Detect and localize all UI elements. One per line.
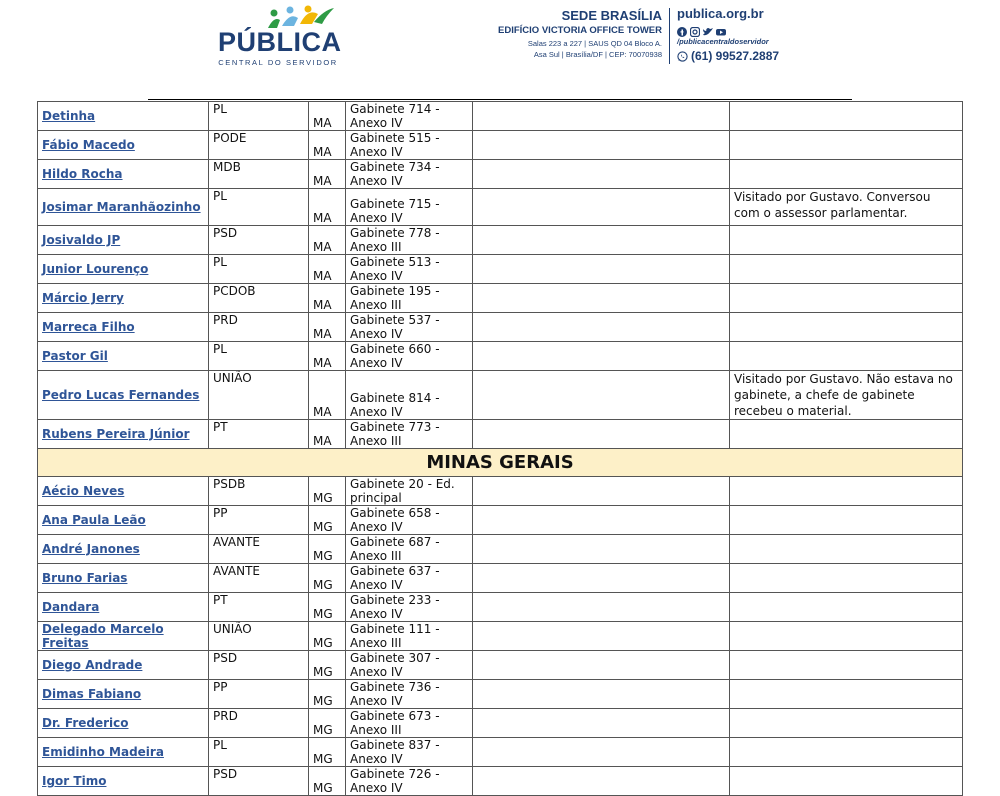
deputy-name[interactable]: Igor Timo <box>38 767 209 796</box>
visit-notes <box>730 420 963 449</box>
deputy-name[interactable]: Bruno Farias <box>38 564 209 593</box>
state-code: MA <box>309 131 346 160</box>
logo-title: PÚBLICA <box>218 27 342 57</box>
blank-cell <box>473 313 730 342</box>
state-code: MG <box>309 709 346 738</box>
deputy-name[interactable]: Aécio Neves <box>38 477 209 506</box>
phone-number <box>677 48 779 64</box>
header-divider <box>669 8 670 64</box>
state-code: MA <box>309 160 346 189</box>
office-location: Gabinete 734 - Anexo IV <box>346 160 473 189</box>
deputy-name[interactable]: Josivaldo JP <box>38 226 209 255</box>
table-row <box>38 651 963 680</box>
state-code: MG <box>309 564 346 593</box>
visit-notes <box>730 160 963 189</box>
website-link[interactable]: publica.org.br <box>677 6 764 21</box>
office-location: Gabinete 714 - Anexo IV <box>346 102 473 131</box>
table-row <box>38 371 963 420</box>
blank-cell <box>473 709 730 738</box>
blank-cell <box>473 255 730 284</box>
visit-notes <box>730 131 963 160</box>
party: PSD <box>209 767 309 796</box>
party: PSDB <box>209 477 309 506</box>
blank-cell <box>473 420 730 449</box>
visit-notes <box>730 255 963 284</box>
deputy-name[interactable]: Detinha <box>38 102 209 131</box>
table-row <box>38 767 963 796</box>
visit-notes <box>730 284 963 313</box>
party: UNIÃO <box>209 622 309 651</box>
party: PRD <box>209 709 309 738</box>
state-code: MG <box>309 477 346 506</box>
sede-title: SEDE BRASÍLIA <box>561 8 662 23</box>
social-handle: /publicacentraldoservidor <box>677 37 769 46</box>
state-code: MG <box>309 535 346 564</box>
state-code: MA <box>309 189 346 226</box>
table-row <box>38 420 963 449</box>
blank-cell <box>473 102 730 131</box>
header-rule <box>148 99 852 100</box>
office-location: Gabinete 637 - Anexo IV <box>346 564 473 593</box>
logo-subtitle: CENTRAL DO SERVIDOR <box>218 58 338 67</box>
office-location: Gabinete 736 - Anexo IV <box>346 680 473 709</box>
deputy-name[interactable]: André Janones <box>38 535 209 564</box>
state-code: MG <box>309 651 346 680</box>
sede-address-2: Asa Sul | Brasília/DF | CEP: 70070938 <box>533 50 662 59</box>
sede-address-1: Salas 223 a 227 | SAUS QD 04 Bloco A. <box>527 39 662 48</box>
visit-notes <box>730 622 963 651</box>
blank-cell <box>473 767 730 796</box>
deputies-table <box>37 101 963 796</box>
state-code: MA <box>309 313 346 342</box>
section-title: MINAS GERAIS <box>38 449 963 477</box>
office-location: Gabinete 715 - Anexo IV <box>346 189 473 226</box>
sede-info <box>498 8 662 60</box>
visit-notes <box>730 709 963 738</box>
blank-cell <box>473 738 730 767</box>
office-location: Gabinete 20 - Ed. principal <box>346 477 473 506</box>
blank-cell <box>473 680 730 709</box>
deputy-name[interactable]: Hildo Rocha <box>38 160 209 189</box>
blank-cell <box>473 535 730 564</box>
party: PRD <box>209 313 309 342</box>
state-code: MA <box>309 371 346 420</box>
deputy-name[interactable]: Dr. Frederico <box>38 709 209 738</box>
state-code: MG <box>309 506 346 535</box>
office-location: Gabinete 307 - Anexo IV <box>346 651 473 680</box>
blank-cell <box>473 371 730 420</box>
table-row <box>38 680 963 709</box>
visit-notes <box>730 767 963 796</box>
party: PSD <box>209 226 309 255</box>
blank-cell <box>473 506 730 535</box>
party: AVANTE <box>209 564 309 593</box>
party: PL <box>209 189 309 226</box>
party: PT <box>209 593 309 622</box>
visit-notes <box>730 535 963 564</box>
office-location: Gabinete 658 - Anexo IV <box>346 506 473 535</box>
deputy-name[interactable]: Márcio Jerry <box>38 284 209 313</box>
party: PL <box>209 738 309 767</box>
office-location: Gabinete 660 - Anexo IV <box>346 342 473 371</box>
office-location: Gabinete 195 - Anexo III <box>346 284 473 313</box>
blank-cell <box>473 284 730 313</box>
table-row <box>38 709 963 738</box>
table-row <box>38 160 963 189</box>
deputy-name[interactable]: Marreca Filho <box>38 313 209 342</box>
blank-cell <box>473 593 730 622</box>
visit-notes <box>730 313 963 342</box>
phone-text: (61) 99527.2887 <box>691 49 780 63</box>
youtube-icon[interactable] <box>716 24 726 34</box>
table-row <box>38 622 963 651</box>
table-row <box>38 189 963 226</box>
office-location: Gabinete 537 - Anexo IV <box>346 313 473 342</box>
publica-logo <box>218 4 342 68</box>
visit-notes <box>730 477 963 506</box>
visit-notes <box>730 738 963 767</box>
whatsapp-icon <box>677 51 688 62</box>
table-row <box>38 102 963 131</box>
blank-cell <box>473 342 730 371</box>
state-code: MG <box>309 680 346 709</box>
visit-notes <box>730 680 963 709</box>
blank-cell <box>473 477 730 506</box>
party: MDB <box>209 160 309 189</box>
visit-notes <box>730 342 963 371</box>
state-code: MA <box>309 102 346 131</box>
party: PL <box>209 255 309 284</box>
deputy-name[interactable]: Pedro Lucas Fernandes <box>38 371 209 420</box>
party: AVANTE <box>209 535 309 564</box>
visit-notes <box>730 226 963 255</box>
state-code: MG <box>309 593 346 622</box>
deputy-name[interactable]: Dimas Fabiano <box>38 680 209 709</box>
visit-notes <box>730 593 963 622</box>
state-code: MG <box>309 622 346 651</box>
office-location: Gabinete 837 - Anexo IV <box>346 738 473 767</box>
office-location: Gabinete 814 - Anexo IV <box>346 371 473 420</box>
deputy-name[interactable]: Emidinho Madeira <box>38 738 209 767</box>
party: PCDOB <box>209 284 309 313</box>
blank-cell <box>473 131 730 160</box>
office-location: Gabinete 773 - Anexo III <box>346 420 473 449</box>
party: PP <box>209 506 309 535</box>
party: PSD <box>209 651 309 680</box>
state-code: MA <box>309 255 346 284</box>
instagram-icon[interactable] <box>690 24 700 34</box>
deputy-name[interactable]: Delegado Marcelo Freitas <box>38 622 209 651</box>
table-row <box>38 593 963 622</box>
table-row <box>38 506 963 535</box>
state-code: MA <box>309 342 346 371</box>
party: PP <box>209 680 309 709</box>
blank-cell <box>473 651 730 680</box>
table-row <box>38 535 963 564</box>
state-code: MG <box>309 767 346 796</box>
facebook-icon[interactable] <box>677 24 687 34</box>
state-code: MA <box>309 284 346 313</box>
blank-cell <box>473 189 730 226</box>
table-row <box>38 313 963 342</box>
table-row <box>38 738 963 767</box>
office-location: Gabinete 687 - Anexo III <box>346 535 473 564</box>
table-row <box>38 255 963 284</box>
contact-info <box>677 6 779 64</box>
office-location: Gabinete 726 - Anexo IV <box>346 767 473 796</box>
visit-notes <box>730 102 963 131</box>
table-row <box>38 477 963 506</box>
party: PL <box>209 102 309 131</box>
state-section-header <box>38 449 963 477</box>
deputy-name[interactable]: Ana Paula Leão <box>38 506 209 535</box>
visit-notes: Visitado por Gustavo. Conversou com o assessor parlamentar. <box>730 189 963 226</box>
deputy-name[interactable]: Junior Lourenço <box>38 255 209 284</box>
state-code: MA <box>309 420 346 449</box>
social-icons <box>677 23 779 35</box>
office-location: Gabinete 233 - Anexo IV <box>346 593 473 622</box>
deputy-name[interactable]: Josimar Maranhãozinho <box>38 189 209 226</box>
party: PT <box>209 420 309 449</box>
table-row <box>38 226 963 255</box>
sede-building: EDIFÍCIO VICTORIA OFFICE TOWER <box>498 25 662 36</box>
deputy-name[interactable]: Diego Andrade <box>38 651 209 680</box>
table-row <box>38 564 963 593</box>
deputy-name[interactable]: Fábio Macedo <box>38 131 209 160</box>
deputy-name[interactable]: Rubens Pereira Júnior <box>38 420 209 449</box>
deputy-name[interactable]: Dandara <box>38 593 209 622</box>
blank-cell <box>473 226 730 255</box>
state-code: MG <box>309 738 346 767</box>
page-header <box>0 0 1000 90</box>
visit-notes <box>730 651 963 680</box>
visit-notes <box>730 506 963 535</box>
office-location: Gabinete 778 - Anexo III <box>346 226 473 255</box>
deputies-table-body <box>38 102 963 796</box>
twitter-icon[interactable] <box>703 24 713 34</box>
party: PODE <box>209 131 309 160</box>
table-row <box>38 284 963 313</box>
deputy-name[interactable]: Pastor Gil <box>38 342 209 371</box>
office-location: Gabinete 673 - Anexo III <box>346 709 473 738</box>
office-location: Gabinete 513 - Anexo IV <box>346 255 473 284</box>
blank-cell <box>473 160 730 189</box>
table-row <box>38 342 963 371</box>
blank-cell <box>473 564 730 593</box>
office-location: Gabinete 111 - Anexo III <box>346 622 473 651</box>
party: UNIÃO <box>209 371 309 420</box>
visit-notes: Visitado por Gustavo. Não estava no gabinete, a chefe de gabinete recebeu o material. <box>730 371 963 420</box>
visit-notes <box>730 564 963 593</box>
party: PL <box>209 342 309 371</box>
state-code: MA <box>309 226 346 255</box>
table-row <box>38 131 963 160</box>
office-location: Gabinete 515 - Anexo IV <box>346 131 473 160</box>
blank-cell <box>473 622 730 651</box>
